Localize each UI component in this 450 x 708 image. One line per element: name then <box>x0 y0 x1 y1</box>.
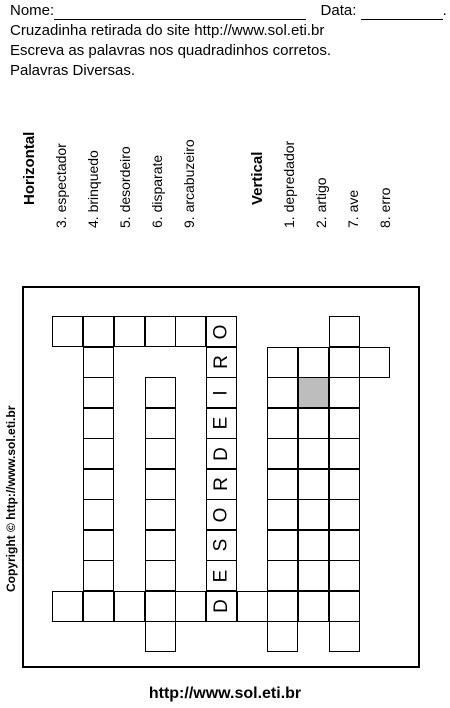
crossword-cell[interactable] <box>206 316 237 347</box>
crossword-cell[interactable] <box>298 347 329 378</box>
crossword-cell[interactable] <box>298 469 329 500</box>
crossword-cell[interactable] <box>145 499 176 530</box>
crossword-cell[interactable] <box>359 347 390 378</box>
crossword-cell[interactable] <box>267 499 298 530</box>
crossword-cell[interactable] <box>145 377 176 408</box>
clue-h-4: 9. arcabuzeiro <box>181 139 197 228</box>
clue-v-1: 2. artigo <box>313 177 329 228</box>
crossword-letter: D <box>210 446 232 461</box>
crossword-letter: E <box>210 569 232 582</box>
crossword-cell[interactable] <box>83 347 114 378</box>
crossword-cell[interactable] <box>145 469 176 500</box>
crossword-cell[interactable] <box>298 530 329 561</box>
crossword-cell[interactable] <box>83 316 114 347</box>
crossword-cell[interactable] <box>329 469 360 500</box>
crossword-cell[interactable] <box>206 499 237 530</box>
crossword-cell[interactable] <box>145 438 176 469</box>
crossword-cell[interactable] <box>267 408 298 439</box>
crossword-cell[interactable] <box>329 408 360 439</box>
crossword-cell[interactable] <box>145 530 176 561</box>
name-line[interactable] <box>54 19 306 20</box>
clue-h-3: 6. disparate <box>149 154 165 228</box>
crossword-cell[interactable] <box>267 347 298 378</box>
clue-v-3: 8. erro <box>377 187 393 228</box>
crossword-cell[interactable] <box>267 469 298 500</box>
crossword-cell[interactable] <box>329 316 360 347</box>
crossword-cell[interactable] <box>114 591 145 622</box>
crossword-cell[interactable] <box>145 560 176 591</box>
crossword-cell[interactable] <box>298 499 329 530</box>
crossword-cell[interactable] <box>145 621 176 652</box>
crossword-cell[interactable] <box>206 408 237 439</box>
clue-h-1: 4. brinquedo <box>85 150 101 228</box>
crossword-cell[interactable] <box>298 377 329 408</box>
crossword-cell[interactable] <box>206 530 237 561</box>
crossword-cell[interactable] <box>206 438 237 469</box>
crossword-cell[interactable] <box>267 377 298 408</box>
date-label: Data: <box>320 2 357 19</box>
side-copyright: Copyright © http://www.sol.eti.br <box>4 405 18 592</box>
crossword-letter: O <box>210 324 232 339</box>
crossword-cell[interactable] <box>329 499 360 530</box>
crossword-letter: D <box>210 599 232 613</box>
crossword-letter: E <box>210 416 232 430</box>
crossword-cell[interactable] <box>83 499 114 530</box>
crossword-cell[interactable] <box>83 530 114 561</box>
horizontal-title: Horizontal <box>21 131 38 205</box>
crossword-cell[interactable] <box>83 469 114 500</box>
name-field[interactable]: Nome: Data: . <box>10 2 447 19</box>
crossword-cell[interactable] <box>237 591 268 622</box>
crossword-letter: R <box>210 477 232 491</box>
crossword-cell[interactable] <box>83 591 114 622</box>
crossword-cell[interactable] <box>298 408 329 439</box>
crossword-cell[interactable] <box>267 621 298 652</box>
crossword-cell[interactable] <box>298 591 329 622</box>
crossword-cell[interactable] <box>83 377 114 408</box>
instruction-line-3: Palavras Diversas. <box>10 62 136 79</box>
crossword-cell[interactable] <box>329 347 360 378</box>
crossword-cell[interactable] <box>145 316 176 347</box>
crossword-cell[interactable] <box>329 621 360 652</box>
crossword-letter: I <box>210 389 232 396</box>
crossword-letter: S <box>210 538 232 552</box>
crossword-cell[interactable] <box>83 438 114 469</box>
crossword-letter: R <box>210 355 232 369</box>
crossword-cell[interactable] <box>175 316 206 347</box>
crossword-cell[interactable] <box>267 530 298 561</box>
crossword-cell[interactable] <box>114 316 145 347</box>
crossword-cell[interactable] <box>298 438 329 469</box>
clue-v-2: 7. ave <box>345 189 361 228</box>
crossword-cell[interactable] <box>52 591 83 622</box>
crossword-cell[interactable] <box>329 377 360 408</box>
instruction-line-1: Cruzadinha retirada do site http://www.sol.eti.br <box>10 22 325 39</box>
instruction-line-2: Escreva as palavras nos quadradinhos corretos. <box>10 42 332 59</box>
crossword-cell[interactable] <box>145 591 176 622</box>
date-line[interactable] <box>361 19 443 20</box>
crossword-cell[interactable] <box>267 438 298 469</box>
crossword-cell[interactable] <box>206 560 237 591</box>
crossword-cell[interactable] <box>175 591 206 622</box>
crossword-cell[interactable] <box>267 560 298 591</box>
crossword-cell[interactable] <box>206 591 237 622</box>
clue-v-0: 1. depredador <box>281 140 297 228</box>
crossword-cell[interactable] <box>145 408 176 439</box>
crossword-cell[interactable] <box>83 560 114 591</box>
crossword-cell[interactable] <box>329 530 360 561</box>
crossword-cell[interactable] <box>52 316 83 347</box>
crossword-cell[interactable] <box>329 591 360 622</box>
crossword-cell[interactable] <box>83 408 114 439</box>
crossword-cell[interactable] <box>298 560 329 591</box>
clue-h-2: 5. desordeiro <box>117 146 133 228</box>
vertical-title: Vertical <box>249 151 266 205</box>
footer-url: http://www.sol.eti.br <box>148 685 302 702</box>
crossword-cell[interactable] <box>206 347 237 378</box>
crossword-cell[interactable] <box>267 591 298 622</box>
clue-h-0: 3. espectador <box>53 143 69 228</box>
crossword-letter: O <box>210 507 232 522</box>
crossword-cell[interactable] <box>206 377 237 408</box>
crossword-cell[interactable] <box>329 438 360 469</box>
crossword-cell[interactable] <box>206 469 237 500</box>
crossword-cell[interactable] <box>329 560 360 591</box>
